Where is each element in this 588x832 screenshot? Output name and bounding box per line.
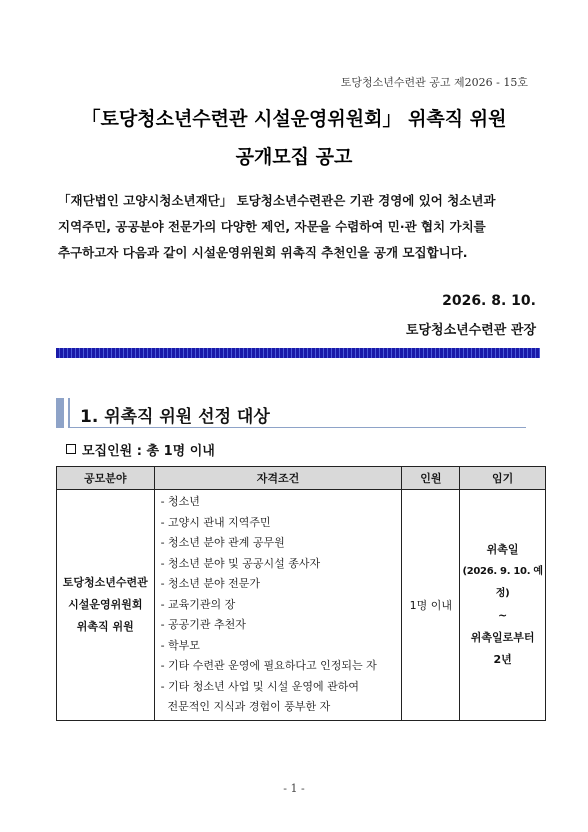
checkbox-square-icon xyxy=(66,444,76,454)
table-row xyxy=(57,490,546,721)
bullet-text: 모집인원 : 총 1명 이내 xyxy=(82,444,215,459)
page-number: - 1 - xyxy=(283,782,305,795)
cell-term xyxy=(460,490,546,721)
condition-item: - 학부모 xyxy=(160,638,200,652)
condition-item: - 청소년 분야 관계 공무원 xyxy=(160,536,285,549)
intro-paragraph xyxy=(58,188,536,266)
title-line-2: 공개모집 공고 xyxy=(235,146,353,168)
section-underline xyxy=(70,427,526,428)
header-qualification: 자격조건 xyxy=(154,467,402,490)
table-header-row xyxy=(57,467,546,490)
issuer: 토당청소년수련관 관장 xyxy=(405,323,536,338)
cell-qualifications xyxy=(154,490,402,721)
section-heading xyxy=(56,398,526,430)
header-field: 공모분야 xyxy=(57,467,155,490)
condition-item: 전문적인 지식과 경험이 풍부한 자 xyxy=(160,700,331,713)
condition-item: - 기타 청소년 사업 및 시설 운영에 관하여 xyxy=(160,679,360,693)
header-term: 임기 xyxy=(460,467,546,490)
cell-field xyxy=(57,490,155,721)
term-line: 2년 xyxy=(493,652,512,666)
section-accent-bar xyxy=(56,398,64,428)
term-line: 위촉일로부터 xyxy=(470,630,535,644)
field-line: 위촉직 위원 xyxy=(76,619,134,633)
notice-date: 2026. 8. 10. xyxy=(442,293,536,309)
intro-line-2: 지역주민, 공공분야 전문가의 다양한 제언, 자문을 수렴하여 민·관 협치 가치를 xyxy=(58,219,486,234)
recruitment-count-bullet xyxy=(66,440,215,459)
term-line: 위촉일 xyxy=(486,542,519,556)
term-line: ~ xyxy=(498,608,508,622)
header-count: 인원 xyxy=(402,467,460,490)
intro-line-3: 추구하고자 다음과 같이 시설운영위원회 위촉직 추천인을 공개 모집합니다. xyxy=(58,245,468,260)
condition-item: - 교육기관의 장 xyxy=(160,597,236,611)
field-line: 토당청소년수련관 xyxy=(62,575,148,589)
condition-item: - 청소년 분야 및 공공시설 종사자 xyxy=(160,556,321,570)
condition-item: - 고양시 관내 지역주민 xyxy=(160,515,271,529)
eligibility-table xyxy=(56,466,546,721)
term-line: (2026. 9. 10. 예정) xyxy=(462,565,543,599)
condition-item: - 청소년 xyxy=(160,495,200,508)
condition-item: - 기타 수련관 운영에 필요하다고 인정되는 자 xyxy=(160,659,377,672)
field-line: 시설운영위원회 xyxy=(68,597,143,611)
cell-count: 1명 이내 xyxy=(402,490,460,721)
title-line-1: 「토당청소년수련관 시설운영위원회」 위촉직 위원 xyxy=(81,108,507,130)
decorative-divider-bar xyxy=(56,348,540,358)
section-title: 1. 위촉직 위원 선정 대상 xyxy=(80,407,270,427)
notice-number: 토당청소년수련관 공고 제2026 - 15호 xyxy=(340,76,528,89)
intro-line-1: 「재단법인 고양시청소년재단」 토당청소년수련관은 기관 경영에 있어 청소년과 xyxy=(58,193,496,208)
condition-item: - 청소년 분야 전문가 xyxy=(160,577,261,590)
condition-item: - 공공기관 추천자 xyxy=(160,618,246,631)
section-accent-line xyxy=(68,398,70,428)
